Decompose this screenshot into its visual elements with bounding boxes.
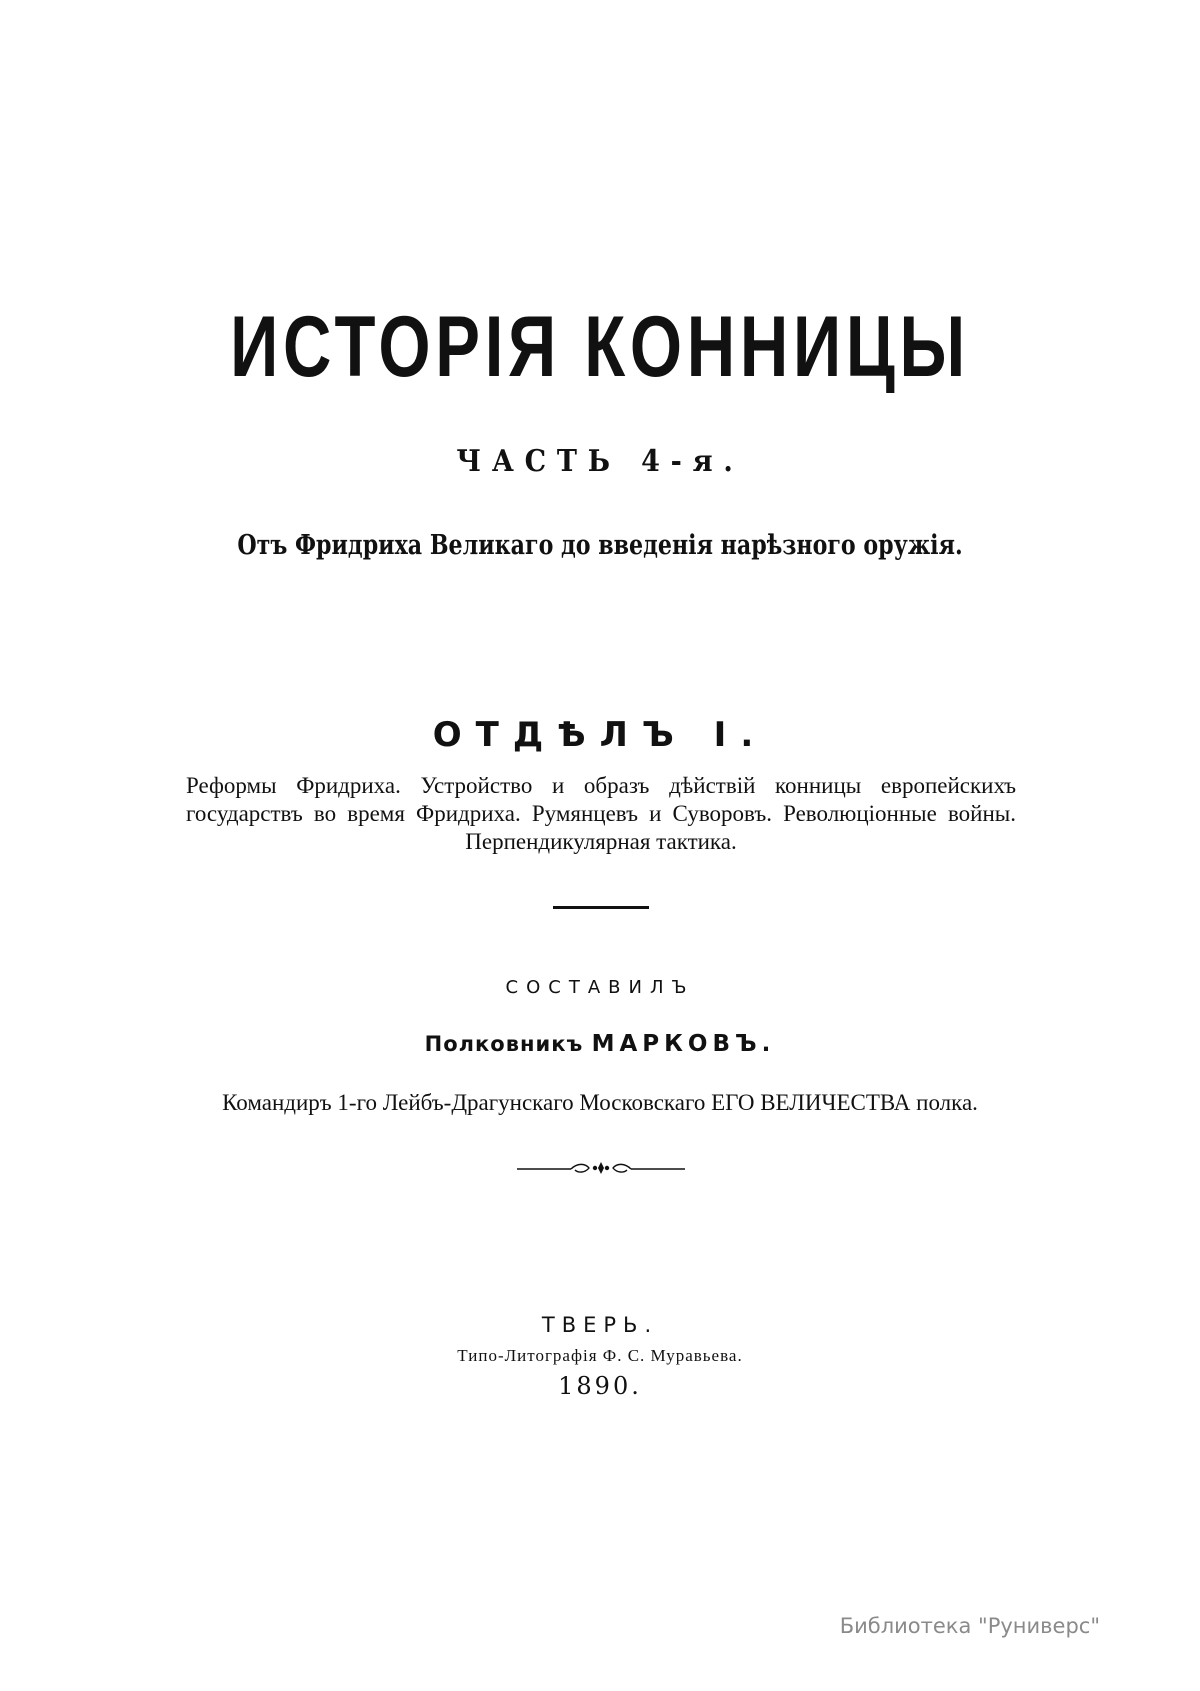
author-position: Командиръ 1-го Лейбъ-Драгунскаго Московскаго ЕГО ВЕЛИЧЕСТВА полка. [222, 1090, 978, 1115]
part-number: ЧАСТЬ 4-я. [456, 444, 744, 479]
section-description: Реформы Фридриха. Устройство и образъ дѣйствій конницы европейскихъ государствъ во время Фридриха. Румянцевъ и Суворовъ. Революціонные войны. Перпендикулярная тактика. [186, 773, 1016, 854]
section-heading: ОТДѢЛЪ I. [432, 715, 768, 755]
author-line [0, 1030, 1200, 1058]
printer-name: Типо-Литографія Ф. С. Муравьева. [457, 1346, 743, 1365]
ornament-divider-icon [515, 1158, 687, 1178]
publication-year: 1890. [558, 1372, 642, 1400]
publication-city: ТВЕРЬ. [541, 1313, 659, 1337]
compiled-by-label: СОСТАВИЛЪ [505, 977, 695, 998]
author-name: МАРКОВЪ. [591, 1031, 776, 1057]
book-title: ИСТОРІЯ КОННИЦЫ [230, 299, 970, 395]
library-watermark: Библиотека "Руниверс" [839, 1614, 1100, 1638]
book-subtitle: Отъ Фридриха Великаго до введенія нарѣзного оружія. [237, 530, 963, 561]
author-rank: Полковникъ [424, 1032, 584, 1056]
divider-rule [553, 906, 649, 909]
